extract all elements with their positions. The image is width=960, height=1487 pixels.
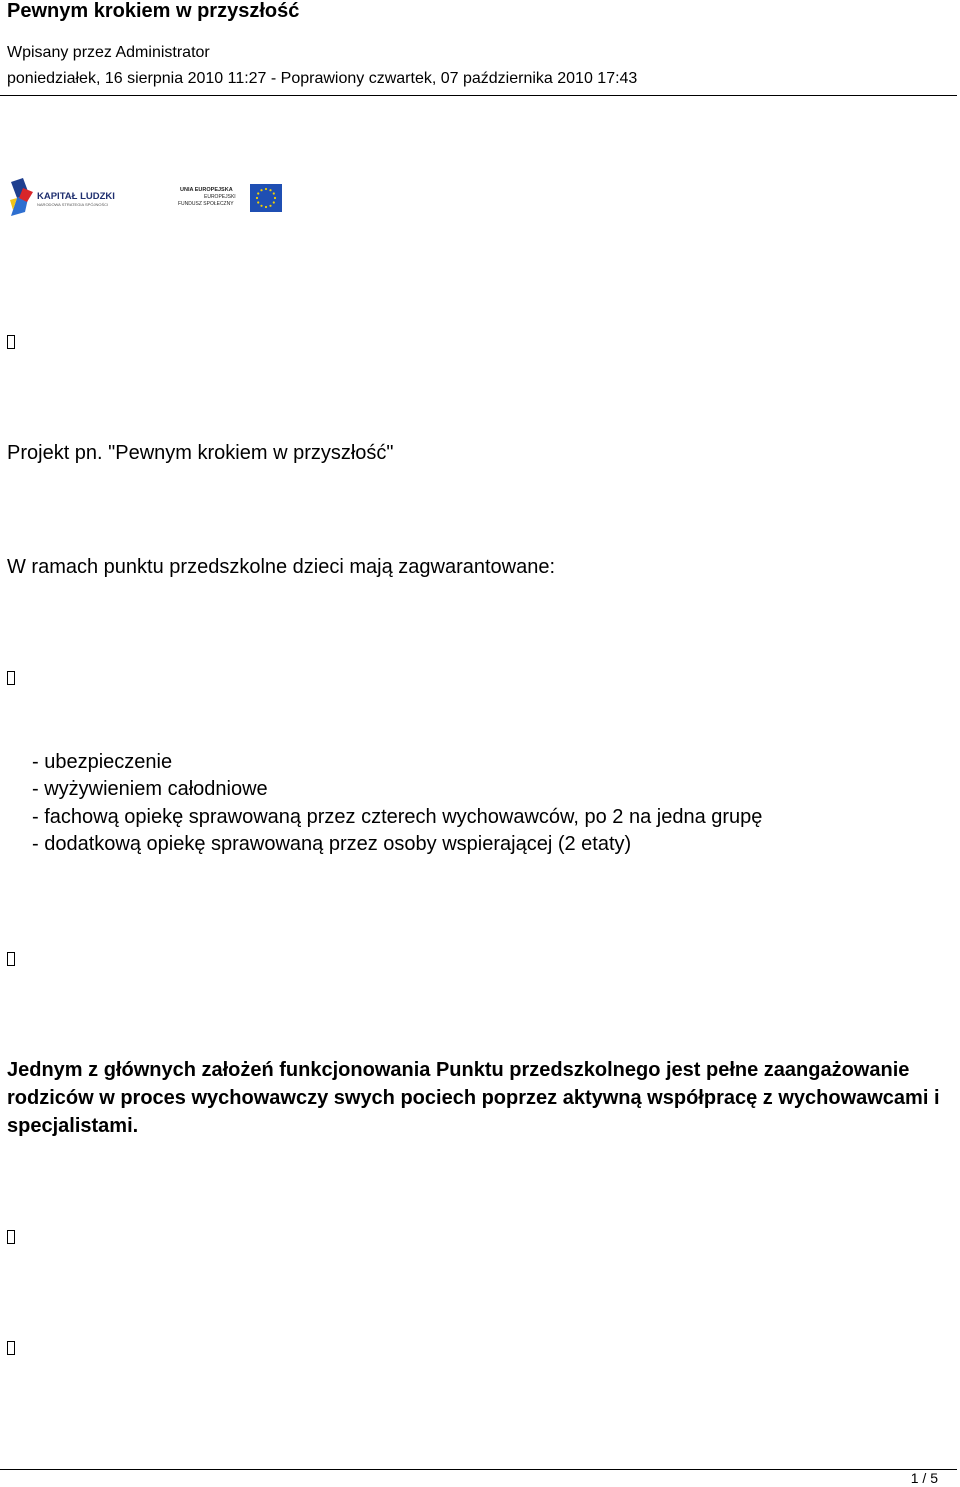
list-item: - wyżywieniem całodniowe [32, 778, 268, 801]
eu-star-icon [269, 205, 271, 207]
eu-star-icon [273, 192, 275, 194]
eu-star-icon [257, 201, 259, 203]
project-title: Projekt pn. "Pewnym krokiem w przyszłość" [7, 442, 394, 464]
page-title: Pewnym krokiem w przyszłość [7, 0, 300, 22]
intro-text: W ramach punktu przedszkolne dzieci mają zagwarantowane: [7, 556, 556, 578]
missing-glyph-icon [7, 335, 15, 349]
guarantee-list [32, 749, 762, 858]
eu-star-icon [273, 201, 275, 203]
eu-star-icon [265, 188, 267, 190]
eu-star-icon [269, 189, 271, 191]
kapital-ludzki-name: KAPITAŁ LUDZKI [37, 191, 115, 202]
eu-star-icon [274, 197, 276, 199]
kapital-ludzki-logo [7, 176, 122, 218]
bold-paragraph: Jednym z głównych założeń funkcjonowania Punktu przedszkolnego jest pełne zaangażowanie rodziców w proces wychowawczy swych pociech poprzez aktywną współpracę z wychowawcami i specjalistami. [7, 1059, 940, 1137]
missing-glyph-icon [7, 952, 15, 966]
ue-line2: EUROPEJSKI [204, 194, 236, 200]
ue-line1: UNIA EUROPEJSKA [180, 187, 233, 193]
author-line: Wpisany przez Administrator [7, 44, 210, 61]
ue-line3: FUNDUSZ SPOŁECZNY [178, 201, 234, 207]
kapital-ludzki-subtitle: NARODOWA STRATEGIA SPÓJNOŚCI [37, 202, 109, 207]
eu-star-icon [257, 192, 259, 194]
missing-glyph-icon [7, 1341, 15, 1355]
eu-star-icon [265, 206, 267, 208]
header-divider [0, 95, 957, 96]
unia-europejska-logo [176, 182, 284, 214]
date-line: poniedziałek, 16 sierpnia 2010 11:27 - Poprawiony czwartek, 07 października 2010 17:43 [7, 70, 638, 87]
footer-divider [0, 1469, 957, 1470]
missing-glyph-icon [7, 1230, 15, 1244]
list-item: - ubezpieczenie [32, 751, 173, 773]
list-item: - dodatkową opiekę sprawowaną przez osoby wspierającej (2 etaty) [32, 832, 632, 855]
missing-glyph-icon [7, 671, 15, 685]
eu-star-icon [256, 197, 258, 199]
eu-star-icon [260, 189, 262, 191]
list-item: - fachową opiekę sprawowaną przez czterech wychowawców, po 2 na jedna grupę [32, 805, 763, 828]
eu-star-icon [260, 205, 262, 207]
page-number: 1 / 5 [910, 1470, 938, 1486]
